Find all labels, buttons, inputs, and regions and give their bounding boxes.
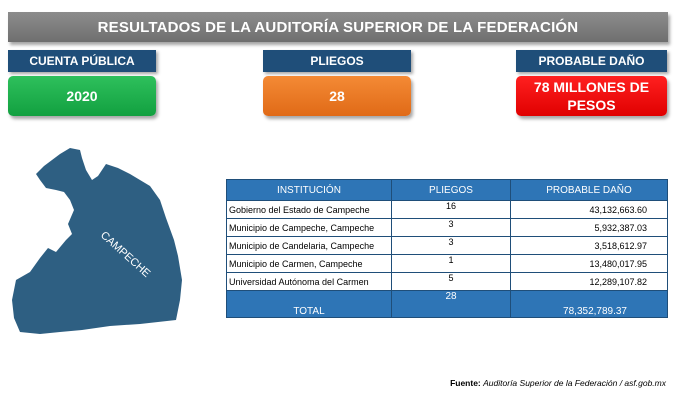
pliegos-cell: 1 — [392, 255, 511, 273]
damage-cell: 43,132,663.60 — [511, 201, 668, 219]
total-damage: 78,352,789.37 — [511, 291, 668, 318]
institution-cell: Universidad Autónoma del Carmen — [227, 273, 392, 291]
institution-cell: Municipio de Campeche, Campeche — [227, 219, 392, 237]
col-institucion: INSTITUCIÓN — [227, 180, 392, 201]
table-row — [227, 273, 668, 291]
pliegos-cell: 16 — [392, 201, 511, 219]
probable-dano-value: 78 MILLONES DE PESOS — [516, 76, 667, 116]
damage-cell: 13,480,017.95 — [511, 255, 668, 273]
source-text: Auditoría Superior de la Federación / asf.gob.mx — [483, 378, 666, 388]
table-row — [227, 237, 668, 255]
map-label: CAMPECHE — [97, 229, 153, 280]
damage-cell: 5,932,387.03 — [511, 219, 668, 237]
total-label: TOTAL — [227, 291, 392, 318]
cuenta-publica-label: CUENTA PÚBLICA — [8, 50, 156, 72]
institution-cell: Gobierno del Estado de Campeche — [227, 201, 392, 219]
table-row — [227, 255, 668, 273]
table-row — [227, 219, 668, 237]
damage-cell: 12,289,107.82 — [511, 273, 668, 291]
table-header-row — [227, 180, 668, 201]
damage-cell: 3,518,612.97 — [511, 237, 668, 255]
pliegos-cell: 5 — [392, 273, 511, 291]
source-note — [450, 378, 666, 388]
source-label: Fuente: — [450, 378, 481, 388]
results-table — [226, 179, 668, 318]
page-title: RESULTADOS DE LA AUDITORÍA SUPERIOR DE LA FEDERACIÓN — [8, 12, 668, 42]
pliegos-cell: 3 — [392, 219, 511, 237]
col-probable-dano: PROBABLE DAÑO — [511, 180, 668, 201]
pliegos-value: 28 — [263, 76, 411, 116]
table-row — [227, 201, 668, 219]
campeche-state-shape — [12, 148, 182, 334]
institution-cell: Municipio de Carmen, Campeche — [227, 255, 392, 273]
col-pliegos: PLIEGOS — [392, 180, 511, 201]
pliegos-cell: 3 — [392, 237, 511, 255]
total-row — [227, 291, 668, 318]
pliegos-label: PLIEGOS — [263, 50, 411, 72]
institution-cell: Municipio de Candelaria, Campeche — [227, 237, 392, 255]
total-pliegos: 28 — [392, 291, 511, 318]
cuenta-publica-value: 2020 — [8, 76, 156, 116]
campeche-map — [0, 140, 200, 340]
probable-dano-label: PROBABLE DAÑO — [516, 50, 667, 72]
